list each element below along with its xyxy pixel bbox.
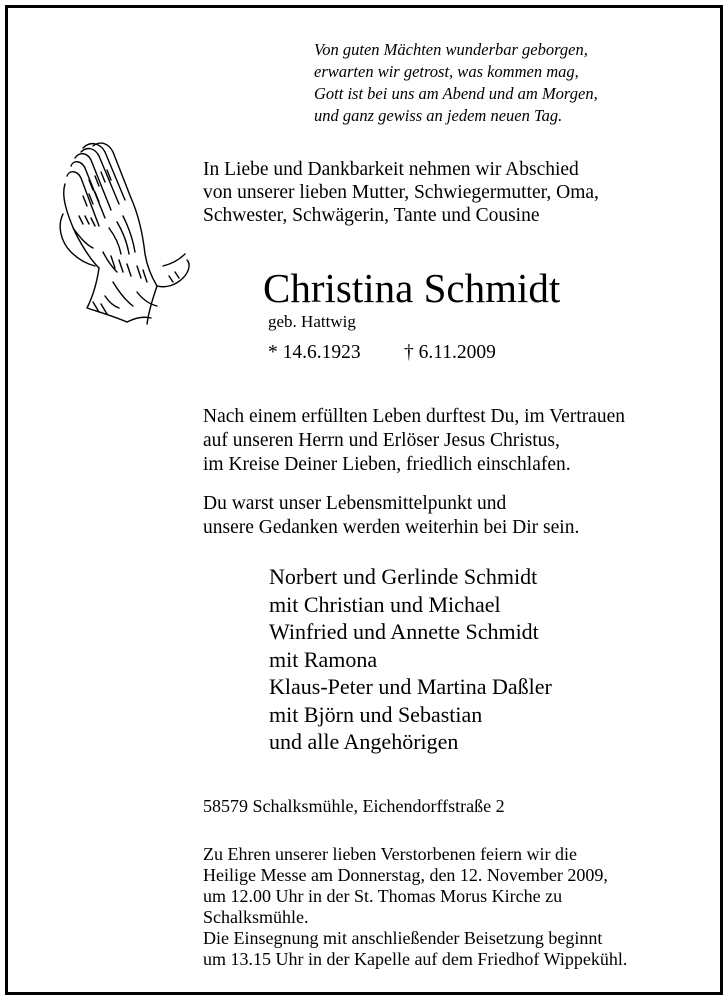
service-line: um 13.15 Uhr in der Kapelle auf dem Friedhof Wippekühl. xyxy=(203,949,628,969)
remembrance-paragraph xyxy=(203,492,579,540)
mourner-line: Winfried und Annette Schmidt xyxy=(269,619,539,644)
maiden-name: geb. Hattwig xyxy=(268,312,356,331)
mourner-line: Norbert und Gerlinde Schmidt xyxy=(269,564,538,589)
mourner-line: und alle Angehörigen xyxy=(269,729,459,754)
tribute-line: auf unseren Herrn und Erlöser Jesus Christus, xyxy=(203,430,560,451)
intro-line: Schwester, Schwägerin, Tante und Cousine xyxy=(203,205,540,226)
remembrance-line: Du warst unser Lebensmittelpunkt und xyxy=(203,493,507,514)
praying-hands-icon xyxy=(53,136,195,328)
intro-line: In Liebe und Dankbarkeit nehmen wir Abschied xyxy=(203,159,579,180)
mourners-list xyxy=(269,563,552,756)
life-dates xyxy=(268,341,496,365)
intro-line: von unserer lieben Mutter, Schwiegermutter, Oma, xyxy=(203,182,599,203)
poem-line: und ganz gewiss an jedem neuen Tag. xyxy=(314,106,563,125)
deceased-name: Christina Schmidt xyxy=(263,265,561,311)
service-line: Heilige Messe am Donnerstag, den 12. November 2009, xyxy=(203,865,608,885)
tribute-line: im Kreise Deiner Lieben, friedlich einschlafen. xyxy=(203,454,571,475)
service-line: Die Einsegnung mit anschließender Beisetzung beginnt xyxy=(203,928,603,948)
birth-date: * 14.6.1923 xyxy=(268,342,361,363)
address: 58579 Schalksmühle, Eichendorffstraße 2 xyxy=(203,796,505,816)
remembrance-line: unsere Gedanken werden weiterhin bei Dir sein. xyxy=(203,517,580,538)
obituary-notice xyxy=(5,5,723,995)
mourner-line: Klaus-Peter und Martina Daßler xyxy=(269,674,552,699)
mourner-line: mit Björn und Sebastian xyxy=(269,701,483,727)
poem xyxy=(314,39,598,127)
tribute-line: Nach einem erfüllten Leben durftest Du, im Vertrauen xyxy=(203,406,625,427)
mourner-line: mit Ramona xyxy=(269,646,378,672)
service-line: Zu Ehren unserer lieben Verstorbenen feiern wir die xyxy=(203,844,578,864)
mourner-line: mit Christian und Michael xyxy=(269,591,501,617)
poem-line: Von guten Mächten wunderbar geborgen, xyxy=(314,40,588,59)
intro-text xyxy=(203,158,599,227)
poem-line: erwarten wir getrost, was kommen mag, xyxy=(314,62,579,81)
service-line: Schalksmühle. xyxy=(203,907,309,927)
service-line: um 12.00 Uhr in der St. Thomas Morus Kirche zu xyxy=(203,886,563,906)
death-date: † 6.11.2009 xyxy=(404,342,496,363)
poem-line: Gott ist bei uns am Abend und am Morgen, xyxy=(314,84,598,103)
service-info xyxy=(203,844,627,970)
tribute-paragraph xyxy=(203,405,625,477)
